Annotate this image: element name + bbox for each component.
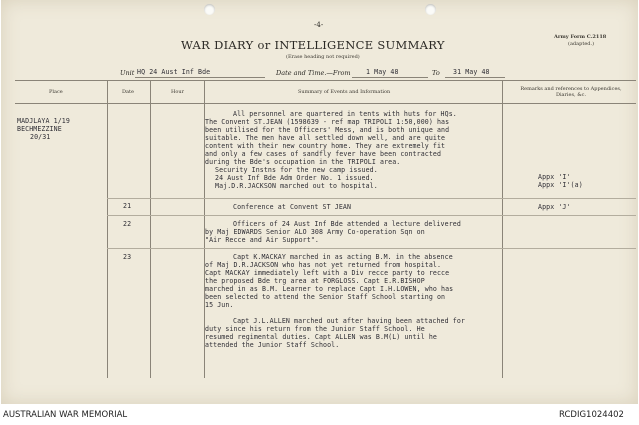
entry-date: 22	[123, 220, 132, 228]
column-header-place: Place	[49, 89, 63, 95]
summary-line: All personnel are quartered in tents with huts for HQs.	[233, 110, 457, 118]
summary-line: suitable. The men have all settled down well, and are quite	[205, 134, 446, 142]
summary-line: been utilised for the Officers' Mess, and is both unique and	[205, 126, 450, 134]
remark-appendix: Appx 'J'	[538, 203, 571, 211]
summary-line: Capt J.L.ALLEN marched out after having been attached for	[233, 317, 465, 325]
summary-line: marched in as B.M. Learner to replace Capt I.H.LOWEN, who has	[205, 285, 454, 293]
unit-label: Unit	[120, 69, 135, 77]
page-number: -4-	[314, 21, 324, 29]
place-text: MADJLAYA 1/19	[17, 117, 70, 125]
column-divider	[502, 80, 503, 378]
remark-appendix: Appx 'I'	[538, 173, 571, 181]
column-header-summary: Summary of Events and Information	[298, 89, 391, 95]
unit-underline	[135, 77, 265, 78]
date-from-label: Date and Time.—From	[276, 69, 351, 77]
summary-line: of Maj D.R.JACKSON who has not yet returned from hospital.	[205, 261, 442, 269]
summary-line: attended the Junior Staff School.	[205, 341, 340, 349]
summary-line: been selected to attend the Senior Staff School starting on	[205, 293, 446, 301]
punch-hole	[425, 4, 436, 15]
summary-line: Capt K.MACKAY marched in as acting B.M. in the absence	[233, 253, 453, 261]
date-to-value: 31 May 48	[453, 68, 490, 76]
summary-line: Conference at Convent ST JEAN	[233, 203, 352, 211]
summary-line: 15 Jun.	[205, 301, 234, 309]
from-underline	[352, 77, 428, 78]
summary-line: and only a few cases of sandfly fever have been contracted	[205, 150, 442, 158]
column-header-remarks: Remarks and references to Appendices, Diaries, &c.	[520, 86, 622, 98]
date-to-label: To	[432, 69, 440, 77]
form-title: WAR DIARY or INTELLIGENCE SUMMARY	[181, 38, 445, 52]
column-divider	[107, 80, 108, 378]
summary-line: resumed regimental duties. Capt ALLEN was B.M(L) until he	[205, 333, 437, 341]
entry-date: 21	[123, 202, 132, 210]
summary-line: content with their new country home. They are extremely fit	[205, 142, 446, 150]
unit-value: HQ 24 Aust Inf Bde	[137, 68, 211, 76]
to-underline	[445, 77, 505, 78]
summary-line: duty since his return from the Junior Staff School. He	[205, 325, 425, 333]
summary-line: by Maj EDWARDS Senior ALO 308 Army Co-operation Sqn on	[205, 228, 425, 236]
army-form-number: Army Form C.2118	[554, 34, 607, 40]
summary-line: Maj.D.R.JACKSON marched out to hospital.	[215, 182, 378, 190]
table-top-rule	[15, 80, 636, 81]
column-header-hour: Hour	[171, 89, 184, 95]
archive-reference: RCDIG1024402	[559, 410, 624, 420]
row-rule	[107, 248, 636, 249]
place-text: 20/31	[30, 133, 51, 141]
summary-line: The Convent ST.JEAN (1598639 - ref map TRIPOLI 1:50,000) has	[205, 118, 450, 126]
date-from-value: 1 May 48	[366, 68, 399, 76]
army-form-note: (adapted.)	[568, 41, 595, 47]
summary-line: "Air Recce and Air Support".	[205, 236, 319, 244]
punch-hole	[204, 4, 215, 15]
row-rule	[107, 198, 636, 199]
row-rule	[107, 215, 636, 216]
form-subtitle: (Erase heading not required)	[286, 54, 360, 60]
summary-line: the proposed Bde trg area at FORGLOSS. Capt E.R.BISHOP	[205, 277, 425, 285]
column-header-date: Date	[122, 89, 134, 95]
column-divider	[150, 80, 151, 378]
summary-line: 24 Aust Inf Bde Adm Order No. 1 issued.	[215, 174, 374, 182]
table-header-rule	[15, 103, 636, 104]
archive-credit: AUSTRALIAN WAR MEMORIAL	[3, 410, 128, 420]
summary-line: during the Bde's occupation in the TRIPOLI area.	[205, 158, 401, 166]
place-text: BECHMEZZINE	[17, 125, 62, 133]
entry-date: 23	[123, 253, 132, 261]
summary-line: Officers of 24 Aust Inf Bde attended a lecture delivered	[233, 220, 461, 228]
remark-appendix: Appx 'I'(a)	[538, 181, 583, 189]
summary-line: Capt MACKAY immediately left with a Div recce party to recce	[205, 269, 450, 277]
summary-line: Security Instns for the new camp issued.	[215, 166, 378, 174]
